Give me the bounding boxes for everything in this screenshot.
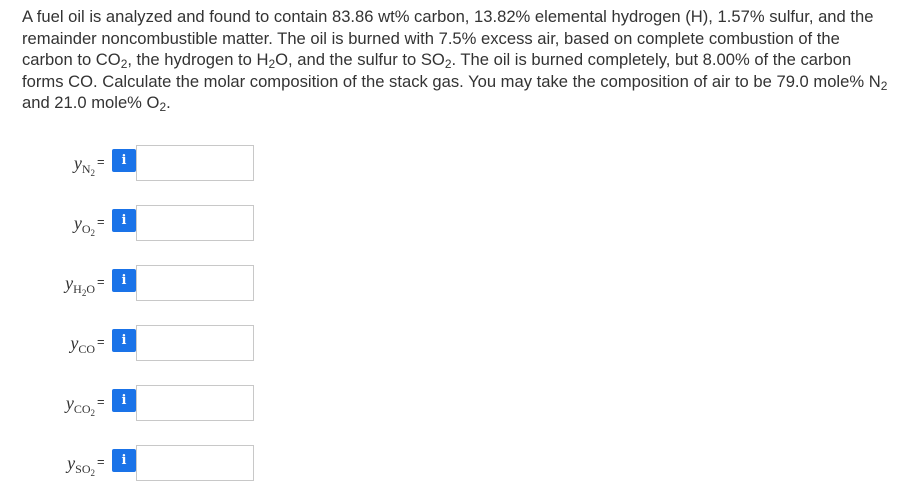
info-icon[interactable]: i (112, 329, 136, 352)
subscript: 2 (880, 78, 888, 93)
answer-input-n2[interactable] (136, 145, 254, 181)
answer-row-h2o (0, 265, 907, 303)
equals-sign: = (97, 274, 105, 289)
subscript: 2 (268, 56, 276, 71)
variable-symbol: y (65, 393, 74, 413)
variable-symbol: y (73, 153, 82, 173)
variable-species: SO2 (75, 462, 95, 478)
equals-sign: = (97, 154, 105, 169)
problem-text: A fuel oil is analyzed and found to contain 83.86 wt% carbon, 13.82% elemental hydrogen (H), 1.57% sulfur, and the remainder noncombustible matter. The oil is burned with 7.5% excess air, based on complete combustion of the carbon to CO (22, 7, 874, 69)
variable-species: CO2 (73, 402, 95, 418)
answer-input-co2[interactable] (136, 385, 254, 421)
variable-species: N2 (81, 162, 95, 178)
problem-text: and 21.0 mole% O (22, 93, 160, 112)
problem-text: . (166, 93, 171, 112)
equals-sign: = (97, 454, 105, 469)
info-icon[interactable]: i (112, 389, 136, 412)
answer-row-so2 (0, 445, 907, 483)
variable-label (65, 273, 95, 298)
variable-label (67, 453, 95, 478)
answer-row-n2 (0, 145, 907, 183)
problem-text: , the hydrogen to H (127, 50, 269, 69)
info-icon[interactable]: i (112, 449, 136, 472)
subscript: 2 (120, 56, 128, 71)
variable-species: CO (78, 342, 95, 356)
problem-text: . The oil is burned completely, but 8.00% of the carbon forms CO. Calculate the molar composition of the stack gas. You may take the composition of air to be 79.0 mole% N (22, 50, 881, 91)
answer-input-co[interactable] (136, 325, 254, 361)
variable-symbol: y (73, 213, 82, 233)
answer-input-h2o[interactable] (136, 265, 254, 301)
equals-sign: = (97, 334, 105, 349)
answer-row-o2 (0, 205, 907, 243)
variable-species: O2 (81, 222, 95, 238)
subscript: 2 (159, 99, 167, 114)
variable-label (73, 153, 95, 178)
problem-text: O, and the sulfur to SO (275, 50, 445, 69)
answer-input-so2[interactable] (136, 445, 254, 481)
variable-symbol: y (67, 453, 76, 473)
info-icon[interactable]: i (112, 269, 136, 292)
subscript: 2 (444, 56, 452, 71)
variable-label (73, 213, 95, 238)
answer-row-co (0, 325, 907, 363)
problem-statement (22, 6, 894, 114)
info-icon[interactable]: i (112, 209, 136, 232)
info-icon[interactable]: i (112, 149, 136, 172)
answer-input-o2[interactable] (136, 205, 254, 241)
variable-species: H2O (73, 282, 95, 298)
variable-label (65, 393, 95, 418)
answer-row-co2 (0, 385, 907, 423)
variable-symbol: y (65, 273, 74, 293)
variable-symbol: y (70, 333, 79, 353)
equals-sign: = (97, 214, 105, 229)
equals-sign: = (97, 394, 105, 409)
variable-label (70, 333, 95, 354)
